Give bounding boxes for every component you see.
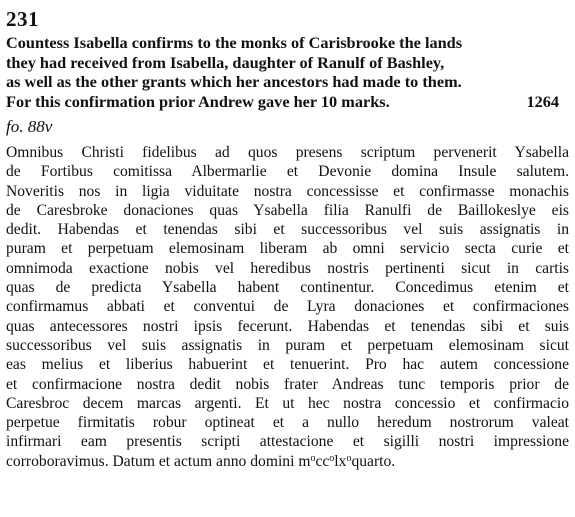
text-line: infirmari eam presentis scripti attestacione et sigilli nostri impressione [6,433,569,451]
text-line: Omnibus Christi fidelibus ad quos presens scriptum pervenerit Ysabella [6,144,569,161]
text-line: Noveritis nos in ligia viduitate nostra concessisse et confirmasse monachis [6,182,569,200]
text-line: dedit. Habendas et tenendas sibi et successoribus vel suis assignatis in [6,221,569,239]
summary-line: For this confirmation prior Andrew gave her 10 marks. [6,91,390,111]
text-line: omnimoda exactione nobis vel heredibus nostris pertinenti sicut in cartis [6,259,569,277]
summary-line: they had received from Isabella, daughter of Ranulf of Bashley, [6,52,445,72]
text-line: quas antecessores nostri ipsis fecerunt. Habendas et tenendas sibi et suis [6,317,569,335]
closing-line [6,452,569,471]
superscript-o: o [346,452,352,464]
charter-number: 231 [6,7,39,31]
text-line: successoribus vel suis assignatis in puram et perpetuam elemosinam sicut [6,336,569,354]
text-line: de Fortibus comitissa Albermarlie et Devonie domina Insule salutem. [6,163,569,181]
folio-reference: fo. 88v [6,117,53,136]
superscript-o: o [329,452,335,464]
closing-numeral: cc [315,452,330,470]
charter-text [6,143,569,471]
text-line: quas de predicta Ysabella habent continentur. Concedimus etenim et [6,279,569,297]
charter-summary [6,33,569,111]
text-line: confirmamus abbati et conventui de Lyra donaciones et confirmaciones [6,298,569,316]
text-line: Caresbroc decem marcas argenti. Et ut hec nostra concessio et confirmacio [6,394,569,412]
text-line: perpetue firmitatis robur optineat et a nullo heredum nostrorum valeat [6,414,569,432]
closing-text: quarto. [351,452,396,470]
summary-last-line [6,92,569,112]
closing-numeral: lx [334,452,347,470]
summary-line: Countess Isabella confirms to the monks of Carisbrooke the lands [6,33,463,52]
charter-year: 1264 [526,91,559,111]
text-line: puram et perpetuam elemosinam liberam ab omni servicio secta curie et [6,240,569,258]
superscript-o: o [310,452,316,464]
text-line: et confirmacione nostra dedit nobis frater Andreas tunc temporis prior de [6,375,569,393]
text-line: eas melius et liberius habuerint et tenuerint. Pro hac autem concessione [6,356,569,374]
closing-text: corroboravimus. Datum et actum anno domini m [6,452,311,470]
summary-line: as well as the other grants which her ancestors had made to them. [6,72,462,91]
text-line: de Caresbroke donaciones quas Ysabella filia Ranulfi de Baillokeslye eis [6,201,569,219]
